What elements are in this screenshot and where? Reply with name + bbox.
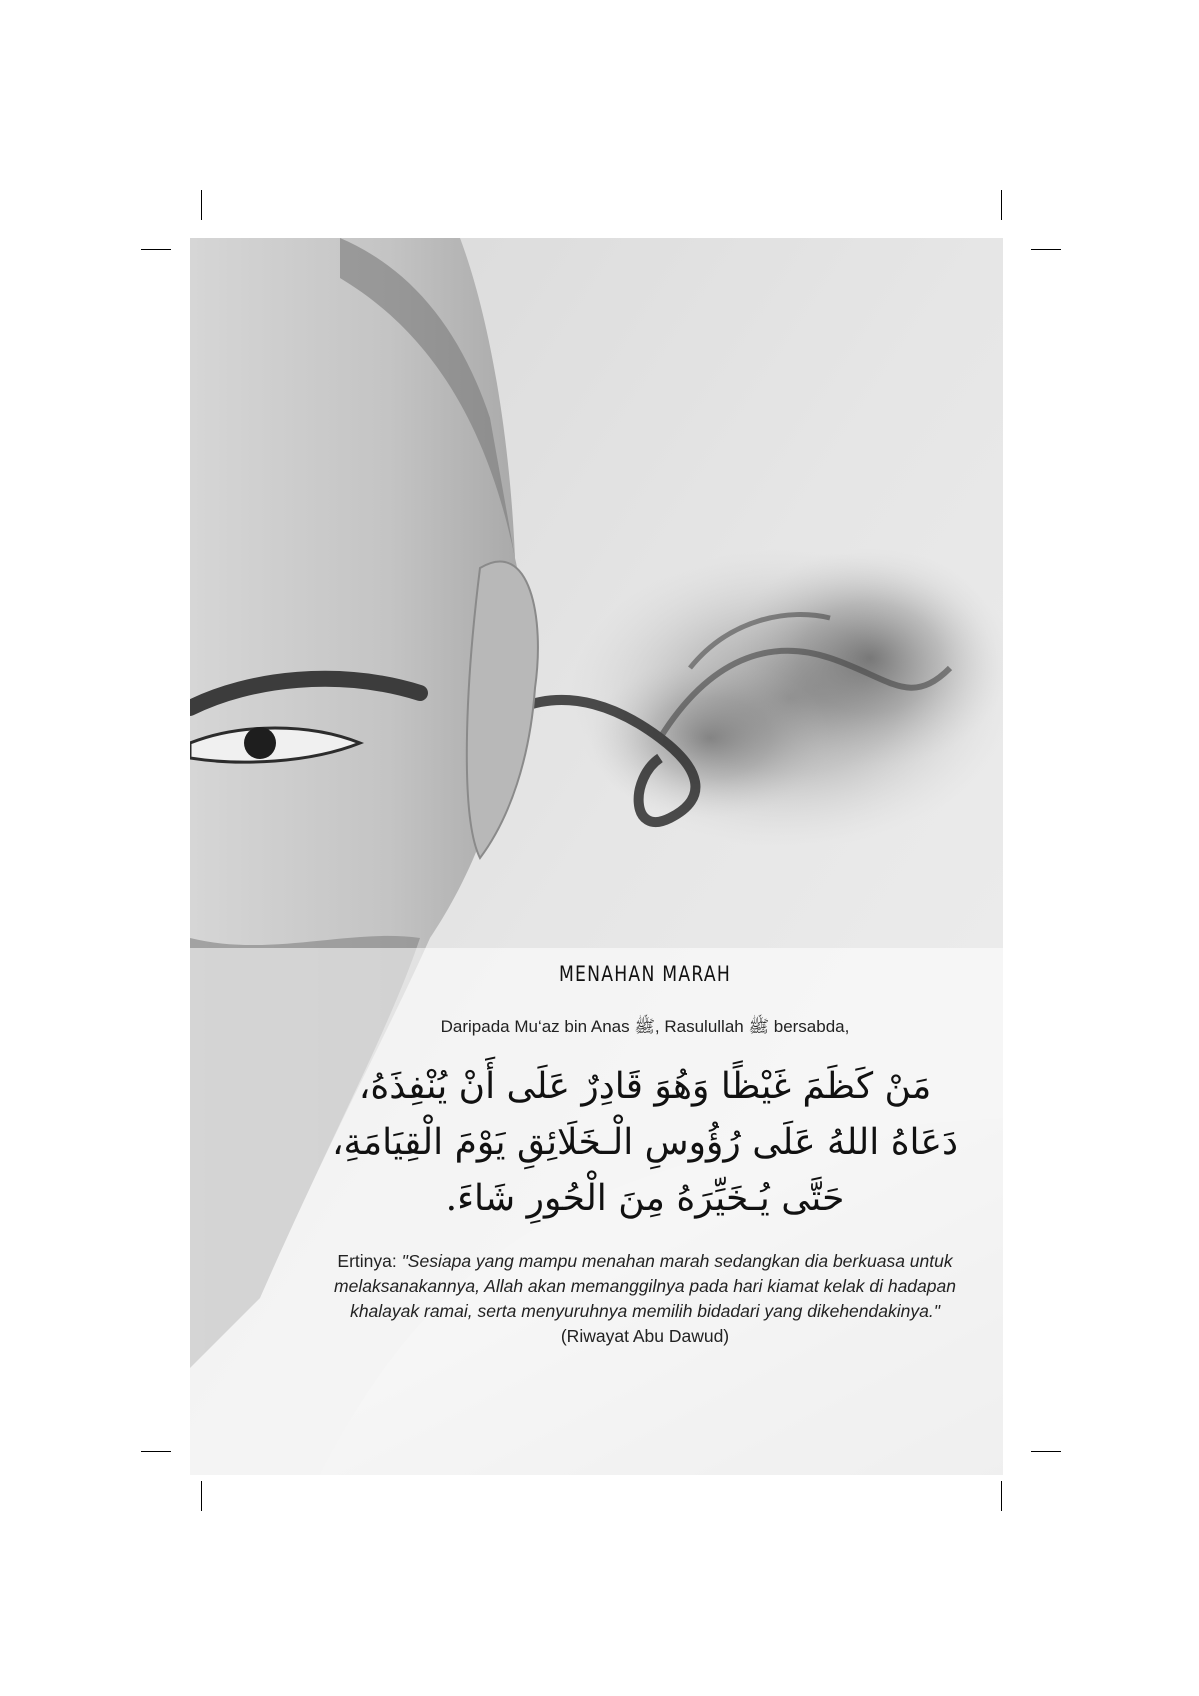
translation-lead: Ertinya: (337, 1251, 402, 1271)
crop-mark-bottom-left-vertical (201, 1481, 202, 1511)
crop-mark-top-left-horizontal (141, 249, 171, 250)
hadith-intro: Daripada Mu‘az bin Anas ﷺ, Rasulullah ﷺ bersabda, (440, 1017, 850, 1036)
text-block (300, 948, 990, 1349)
arabic-hadith-text: مَنْ كَظَمَ غَيْظًا وَهُوَ قَادِرٌ عَلَى أَنْ يُنْفِذَهُ، دَعَاهُ اللهُ عَلَى رُؤُوسِ الْـخَلَائِقِ يَوْمَ الْقِيَامَةِ، حَتَّى يُـخَيِّرَهُ مِنَ الْحُورِ شَاءَ. (331, 1066, 959, 1219)
page-title: MENAHAN MARAH (558, 962, 732, 986)
crop-mark-top-left-vertical (201, 190, 202, 220)
poster (190, 238, 1003, 1475)
translation (300, 1249, 990, 1324)
crop-mark-top-right-horizontal (1031, 249, 1061, 250)
translation-quote: "Sesiapa yang mampu menahan marah sedangkan dia berkuasa untuk melaksanakannya, Allah akan memanggilnya pada hari kiamat kelak di hadapan khalayak ramai, serta menyuruhnya memilih bidadari yang dikehendakinya." (334, 1251, 956, 1321)
crop-mark-bottom-right-vertical (1001, 1481, 1002, 1511)
hadith-source: (Riwayat Abu Dawud) (560, 1326, 730, 1346)
crop-mark-bottom-left-horizontal (141, 1451, 171, 1452)
crop-mark-top-right-vertical (1001, 190, 1002, 220)
crop-mark-bottom-right-horizontal (1031, 1451, 1061, 1452)
